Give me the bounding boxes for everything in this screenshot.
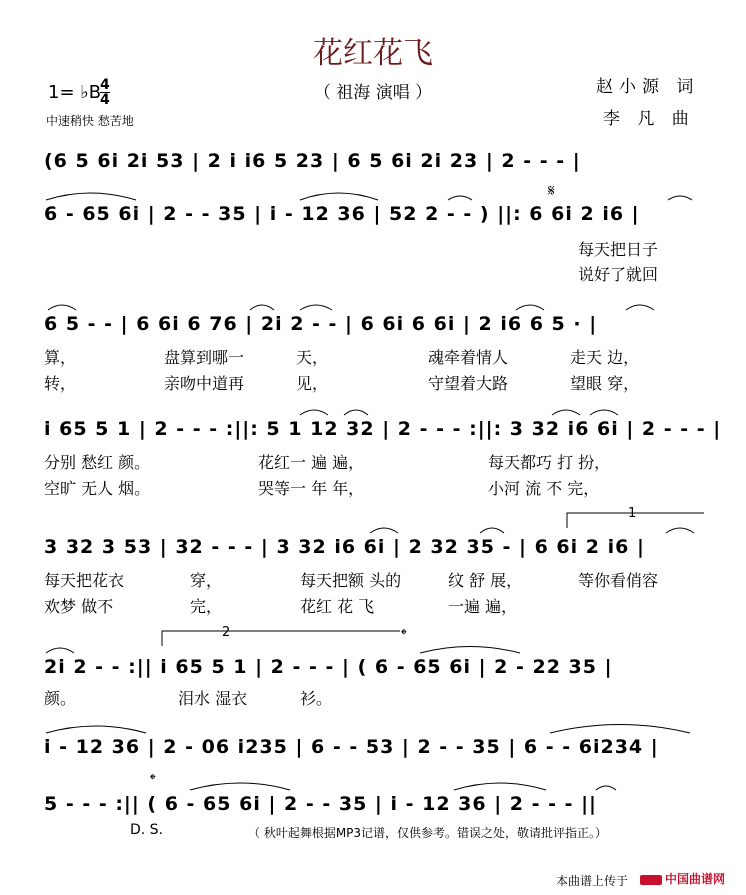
lyric-r5-v2-a: 欢梦 做不 (44, 597, 114, 616)
slur (516, 305, 544, 310)
score-row-7: i - 12 36 | 2 - 06 i235 | 6 - - 53 | 2 - - 35 | 6 - - 6i234 | (44, 736, 659, 758)
slur (48, 305, 76, 310)
lyric-r3-v1-c: 天， (296, 348, 329, 367)
meter-top: 4 (100, 77, 110, 93)
coda-icon: 𝄌 (401, 625, 407, 644)
slur (596, 786, 616, 790)
lyric-r4-v1-b: 花红一 遍 遍， (258, 453, 365, 472)
dal-segno-mark: D. S. (130, 822, 164, 838)
slur (46, 726, 146, 733)
lyric-r4-v2-c: 小河 流 不 完， (488, 479, 600, 498)
upload-note: 本曲谱上传于 (556, 874, 629, 888)
lyric-r5-v2-c: 花红 花 飞 (300, 597, 375, 616)
lyric-r3-v1-b: 盘算到哪一 (164, 348, 245, 367)
slur (420, 647, 520, 654)
composer-credit: 李 凡 曲 (603, 109, 695, 129)
lyric-r6-a: 颜。 (44, 689, 77, 708)
score-row-1: (6 5 6i 2i 53 | 2 i i6 5 23 | 6 5 6i 2i 23 | 2 - - - | (44, 150, 581, 172)
lyric-r4-v1-a: 分别 愁红 颜。 (44, 453, 151, 472)
lyric-r5-v1-c: 每天把额 头的 (300, 571, 402, 590)
slur (448, 196, 472, 200)
singer-credit: （ 祖海 演唱 ） (313, 83, 433, 103)
coda-icon-2: 𝄌 (150, 770, 156, 789)
segno-icon: 𝄋 (548, 181, 555, 200)
lyric-r3-v2-a: 转， (44, 374, 77, 393)
score-row-4: i 65 5 1 | 2 - - - :||: 5 1 12 32 | 2 - - - :||: 3 32 i6 6i | 2 - - - | (44, 418, 722, 440)
slur (300, 305, 332, 310)
lyricist-credit: 赵小源 词 (596, 77, 700, 97)
slur (454, 783, 546, 790)
lyric-r3-v1-a: 算， (44, 348, 77, 367)
slur (626, 305, 654, 310)
lyric-row-2-verse-1: 每天把日子 (578, 240, 659, 259)
key-signature: 1= ♭B (48, 82, 102, 103)
volta-2-bracket (162, 631, 400, 646)
lyric-r5-v1-b: 穿， (190, 571, 223, 590)
score-row-2: 6 - 65 6i | 2 - - 35 | i - 12 36 | 52 2 - - ) ||: 6 6i 2 i6 | (44, 203, 640, 225)
slur (668, 196, 692, 200)
lyric-r4-v2-a: 空旷 无人 烟。 (44, 479, 151, 498)
slur (300, 193, 378, 200)
lyric-r3-v1-e: 走天 边， (570, 348, 640, 367)
slur (46, 193, 136, 200)
lyric-r5-v1-d: 纹 舒 展， (448, 571, 523, 590)
lyric-r5-v2-b: 完， (190, 597, 223, 616)
slur (190, 783, 290, 790)
lyric-r4-v2-b: 哭等一 年 年， (258, 479, 365, 498)
slur (250, 305, 274, 310)
tempo-marking: 中速稍快 愁苦地 (46, 114, 134, 128)
lyric-r3-v2-e: 望眼 穿， (570, 374, 640, 393)
site-logo (640, 870, 725, 887)
score-row-5: 3 32 3 53 | 32 - - - | 3 32 i6 6i | 2 32 35 - | 6 6i 2 i6 | (44, 536, 645, 558)
slur (46, 648, 74, 653)
slur (590, 410, 618, 415)
slur (480, 528, 504, 533)
slur (300, 410, 328, 415)
lyric-r3-v2-d: 守望着大路 (428, 374, 509, 393)
volta-2-label: 2 (222, 625, 231, 640)
lyric-r4-v1-c: 每天都巧 打 扮， (488, 453, 611, 472)
lyric-r6-b: 泪水 湿衣 (178, 689, 248, 708)
logo-flag-icon (640, 875, 662, 885)
lyric-row-2-verse-2: 说好了就回 (578, 265, 659, 284)
score-row-8: 5 - - - :|| ( 6 - 65 6i | 2 - - 35 | i - 12 36 | 2 - - - || (44, 793, 597, 815)
lyric-r5-v1-a: 每天把花衣 (44, 571, 125, 590)
lyric-r5-v2-d: 一遍 遍， (448, 597, 518, 616)
slur (370, 528, 398, 533)
slur (552, 410, 580, 415)
lyric-r3-v2-b: 亲吻中道再 (164, 374, 245, 393)
time-signature (100, 78, 110, 107)
volta-1-label: 1 (628, 506, 637, 521)
slur (666, 528, 694, 533)
lyric-r3-v2-c: 见， (296, 374, 329, 393)
transcription-note: （ 秋叶起舞根据MP3记谱，仅供参考。错误之处，敬请批评指正。） (248, 826, 608, 840)
lyric-r3-v1-d: 魂牵着情人 (428, 348, 509, 367)
meter-bottom: 4 (100, 92, 110, 108)
site-logo-text: 中国曲谱网 (665, 872, 726, 886)
lyric-r6-c: 衫。 (300, 689, 333, 708)
score-row-6: 2i 2 - - :|| i 65 5 1 | 2 - - - | ( 6 - 65 6i | 2 - 22 35 | (44, 656, 613, 678)
lyric-r5-v1-e: 等你看俏容 (578, 571, 659, 590)
slur (344, 410, 368, 415)
slur (550, 725, 690, 734)
score-row-3: 6 5 - - | 6 6i 6 76 | 2i 2 - - | 6 6i 6 6i | 2 i6 6 5 · | (44, 313, 598, 335)
song-title: 花红花飞 (313, 36, 433, 71)
